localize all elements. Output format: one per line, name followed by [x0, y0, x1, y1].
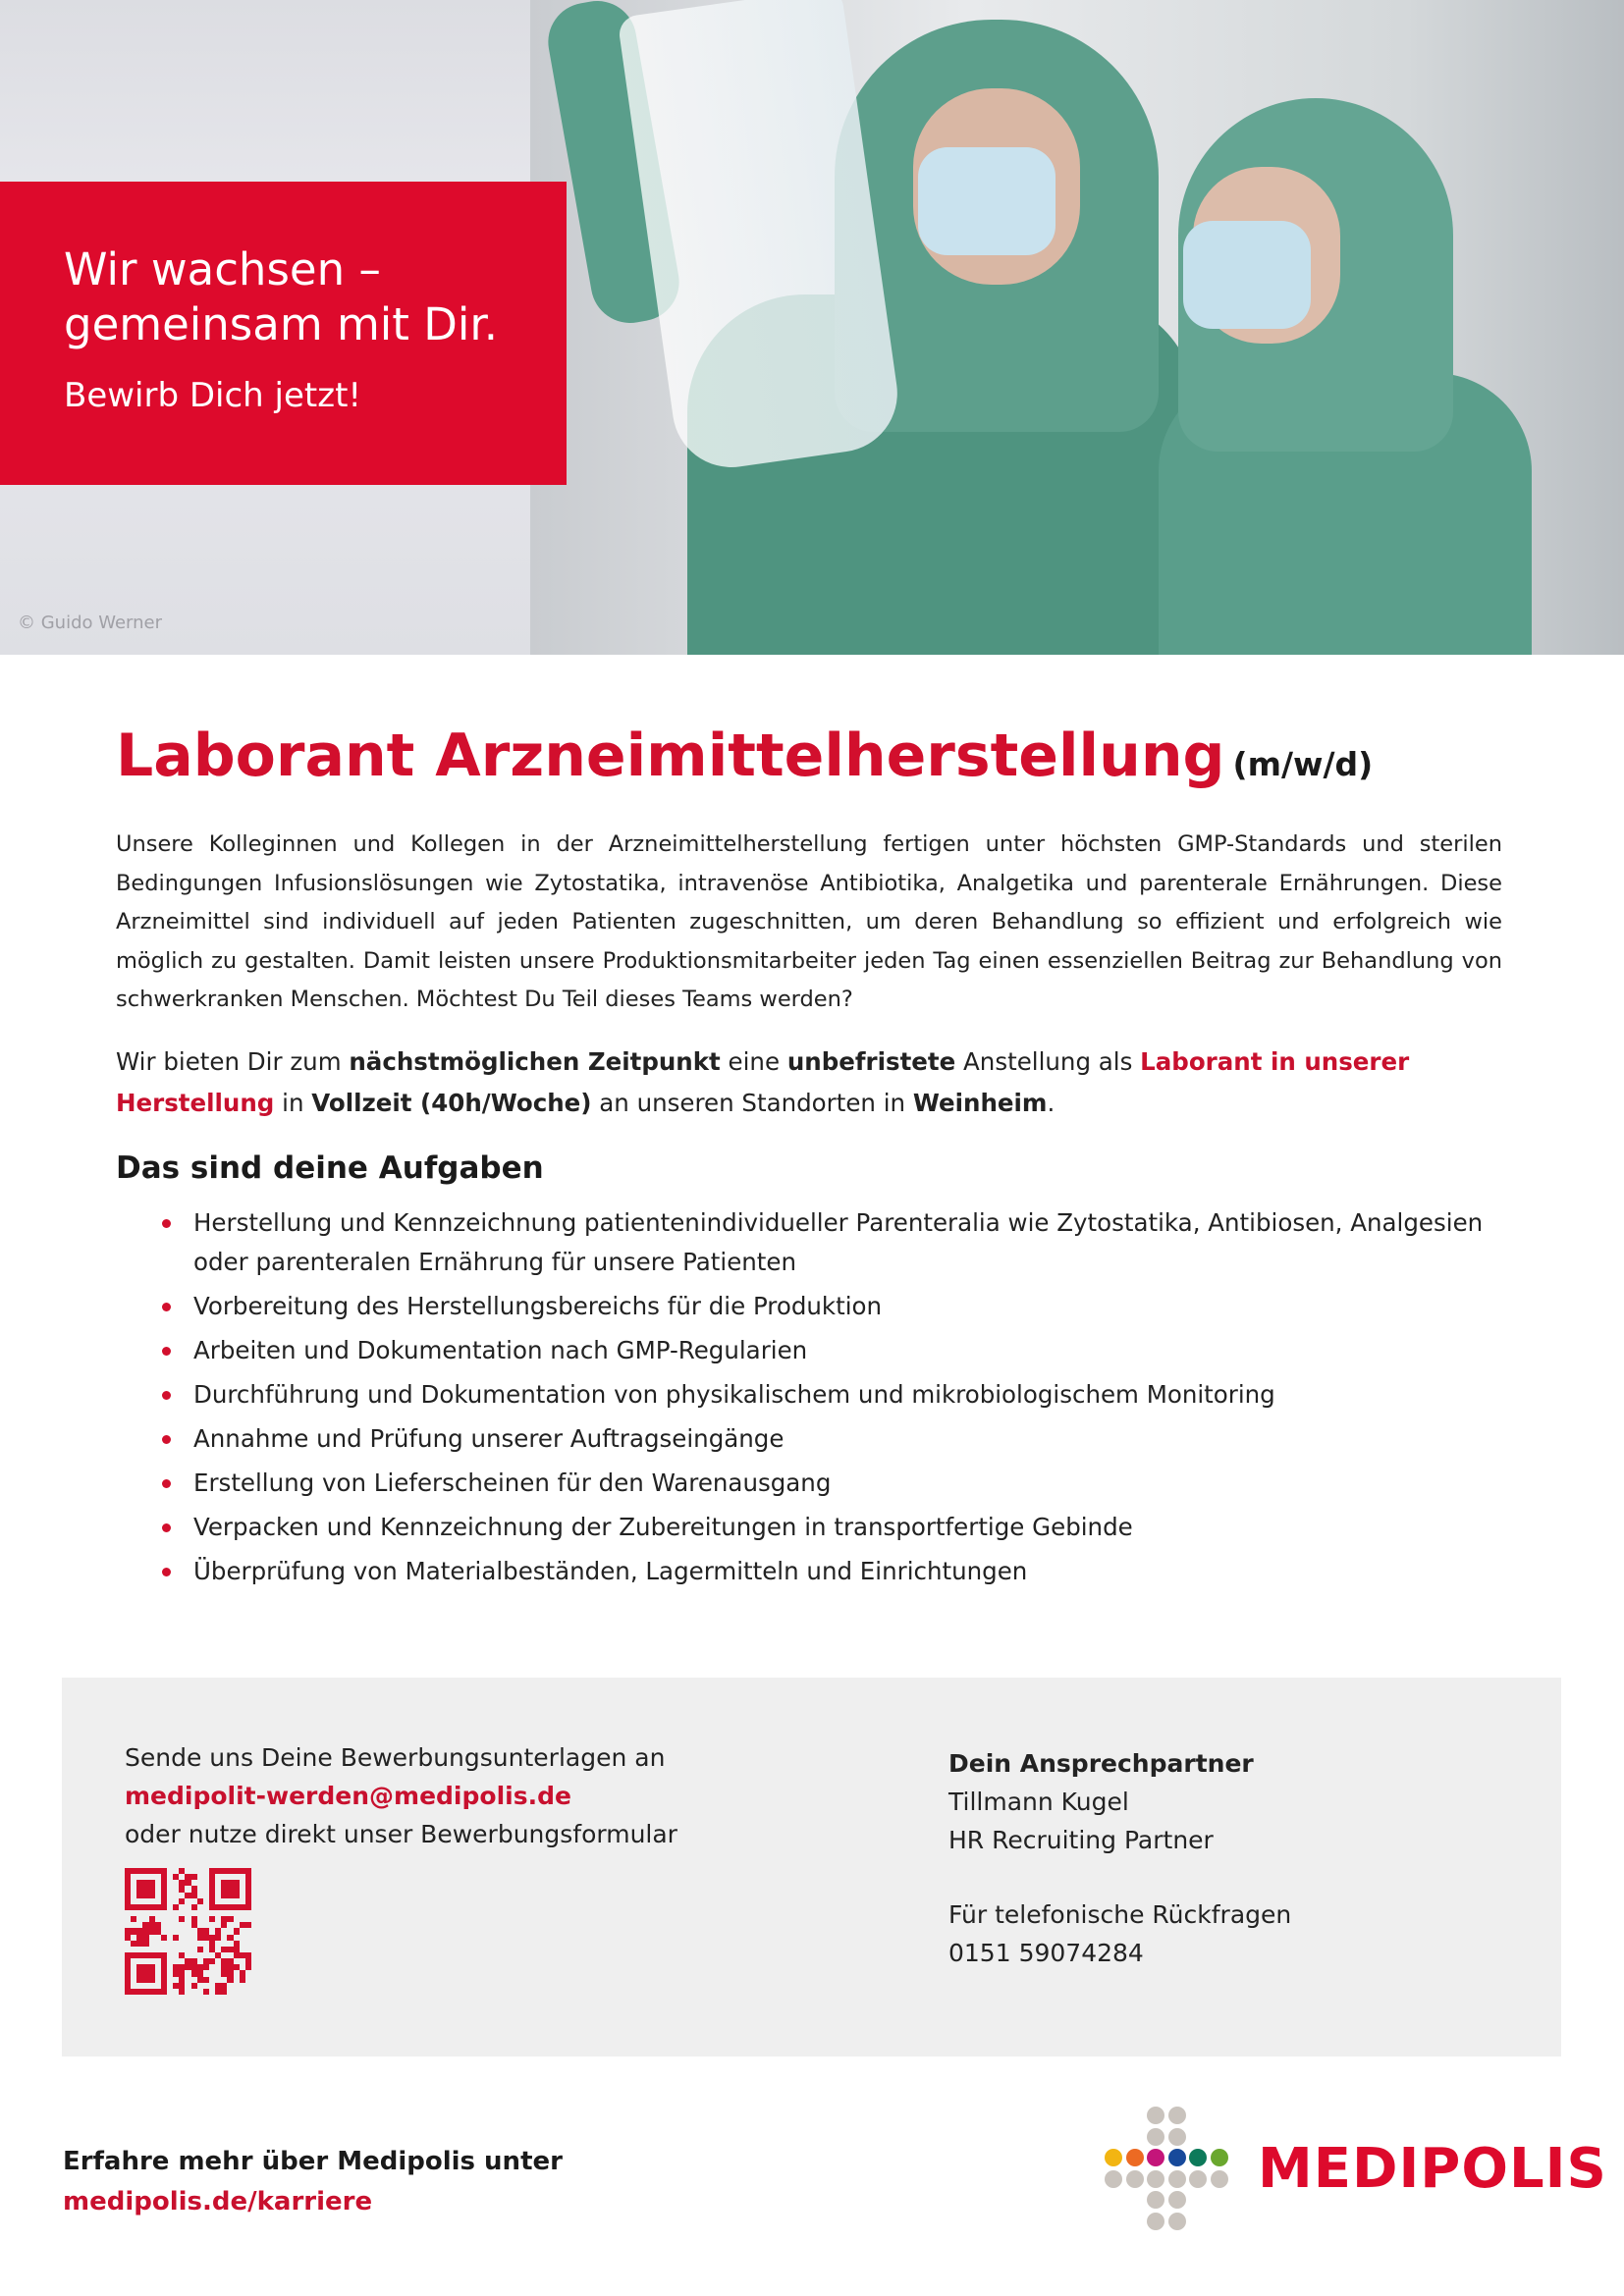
footer-info [63, 2142, 563, 2222]
medipolis-logo: MEDIPOLIS [1258, 2137, 1607, 2201]
offer-paragraph: Wir bieten Dir zum nächstmöglichen Zeitpunkt eine unbefristete Anstellung als Laborant in unserer Herstellung in Vollzeit (40h/Woche) an unseren Standorten in Weinheim. [116, 1047, 1410, 1117]
logo-dot [1211, 2149, 1228, 2166]
apply-text: Sende uns Deine Bewerbungsunterlagen an [125, 1743, 666, 1772]
logo-dot [1126, 2170, 1144, 2188]
application-info [125, 1738, 677, 1853]
logo-dot [1168, 2107, 1186, 2124]
logo-dot [1147, 2107, 1164, 2124]
tasks-heading: Das sind deine Aufgaben [116, 1150, 544, 1186]
logo-dot [1126, 2149, 1144, 2166]
email-link[interactable]: medipolit-werden@medipolis.de [125, 1782, 571, 1810]
footer-text: Erfahre mehr über Medipolis unter [63, 2147, 563, 2176]
contact-name: Tillmann Kugel [948, 1788, 1129, 1816]
career-link[interactable]: medipolis.de/karriere [63, 2187, 373, 2216]
contact-heading: Dein Ansprechpartner [948, 1749, 1254, 1778]
phone-label: Für telefonische Rückfragen [948, 1900, 1292, 1929]
hero-headline: Wir wachsen – gemeinsam mit Dir. [64, 243, 499, 350]
list-item: Erstellung von Lieferscheinen für den Warenausgang [169, 1464, 1524, 1503]
logo-dot [1168, 2128, 1186, 2146]
logo-dot [1147, 2170, 1164, 2188]
logo-dot [1211, 2170, 1228, 2188]
application-box [62, 1678, 1561, 2056]
list-item: Überprüfung von Materialbeständen, Lagermitteln und Einrichtungen [169, 1552, 1524, 1591]
job-title: Laborant Arzneimittelherstellung (m/w/d) [116, 721, 1374, 790]
logo-dot [1105, 2170, 1122, 2188]
contact-info [948, 1744, 1291, 1972]
list-item: Vorbereitung des Herstellungsbereichs für die Produktion [169, 1287, 1524, 1326]
logo-dot [1168, 2170, 1186, 2188]
list-item: Durchführung und Dokumentation von physikalischem und mikrobiologischem Monitoring [169, 1375, 1524, 1415]
medipolis-logo-icon [1105, 2107, 1230, 2232]
logo-dot [1105, 2149, 1122, 2166]
tasks-list [169, 1203, 1524, 1596]
list-item: Annahme und Prüfung unserer Auftragseingänge [169, 1419, 1524, 1459]
qr-code[interactable] [125, 1868, 251, 1995]
logo-dot [1168, 2191, 1186, 2209]
hero-banner [0, 182, 567, 485]
list-item: Herstellung und Kennzeichnung patientenindividueller Parenteralia wie Zytostatika, Antibiosen, Analgesien oder parenteralen Ernährung für unsere Patienten [169, 1203, 1524, 1282]
hero-subline: Bewirb Dich jetzt! [64, 376, 362, 415]
contact-role: HR Recruiting Partner [948, 1826, 1214, 1854]
photo-credit: © Guido Werner [18, 613, 163, 633]
logo-dot [1147, 2191, 1164, 2209]
logo-dot [1147, 2149, 1164, 2166]
logo-dot [1168, 2213, 1186, 2230]
phone-number: 0151 59074284 [948, 1939, 1144, 1967]
list-item: Verpacken und Kennzeichnung der Zubereitungen in transportfertige Gebinde [169, 1508, 1524, 1547]
list-item: Arbeiten und Dokumentation nach GMP-Regularien [169, 1331, 1524, 1370]
logo-dot [1147, 2128, 1164, 2146]
intro-paragraph: Unsere Kolleginnen und Kollegen in der Arzneimittelherstellung fertigen unter höchsten GMP-Standards und sterilen Bedingungen Infusionslösungen wie Zytostatika, intravenöse Antibiotika, Analgetika und parenterale Ernährungen. Diese Arzneimittel sind individuell auf jeden Patienten zugeschnitten, um deren Behandlung so effizient und erfolgreich wie möglich zu gestalten. Damit leisten unsere Produktionsmitarbeiter jeden Tag einen essenziellen Beitrag zur Behandlung von schwerkranken Menschen. Möchtest Du Teil dieses Teams werden? [116, 831, 1502, 1013]
logo-dot [1189, 2170, 1207, 2188]
apply-form-text: oder nutze direkt unser Bewerbungsformular [125, 1820, 677, 1848]
logo-dot [1189, 2149, 1207, 2166]
logo-dot [1168, 2149, 1186, 2166]
logo-dot [1147, 2213, 1164, 2230]
